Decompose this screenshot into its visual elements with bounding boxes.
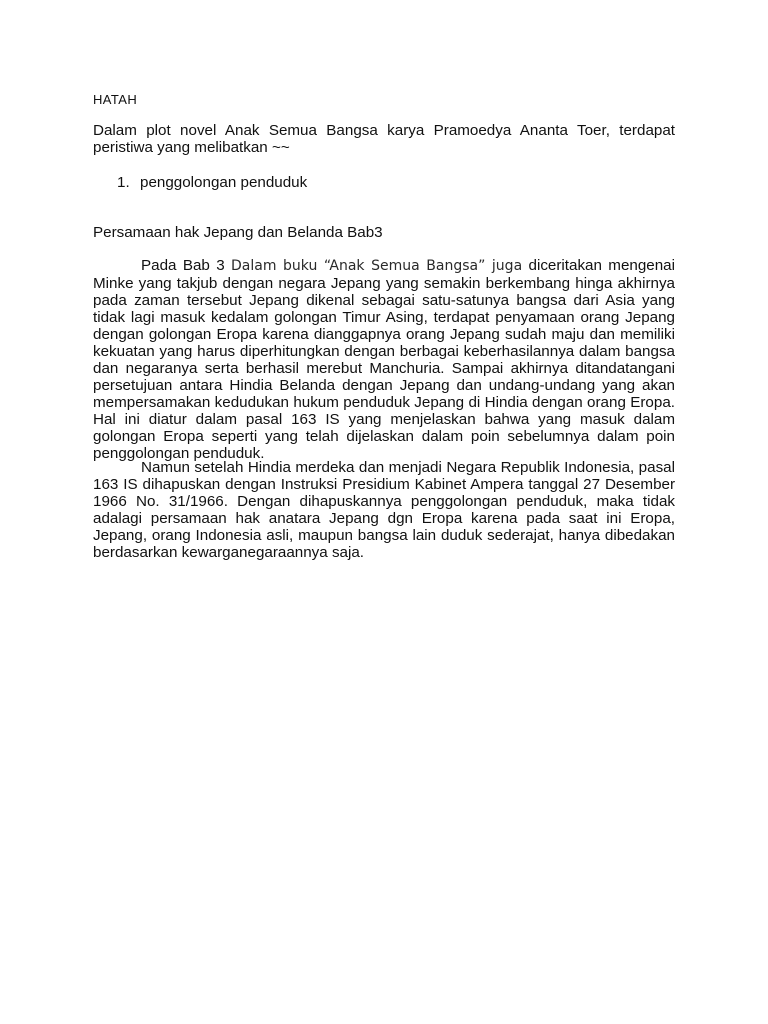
- paragraph-2-body: tanggal 27 Desember 1966 No. 31/1966. Dengan dihapuskannya penggolongan penduduk, maka tidak adalagi persamaan hak anatara Jepang dgn Eropa karena pada saat ini Eropa, Jepang, orang Indonesia asli, maupun bangsa lain duduk sederajat, hanya dibedakan berdasarkan kewarganegaraannya saja.: [93, 476, 676, 561]
- numbered-list: [117, 174, 307, 191]
- body-paragraph-2: [93, 459, 675, 561]
- list-item: [117, 174, 307, 191]
- paragraph-1-lead: Pada Bab 3: [141, 257, 231, 274]
- list-item-text: penggolongan penduduk: [140, 174, 308, 191]
- paragraph-1-quoted-phrase: Dalam buku “Anak Semua Bangsa” juga: [231, 258, 523, 274]
- body-paragraph-1: [93, 257, 675, 462]
- section-title: Persamaan hak Jepang dan Belanda Bab3: [93, 224, 383, 241]
- paragraph-2-lead: Namun setelah Hindia merdeka dan menjadi Negara Republik Indonesia, pasal 163 IS dihapuskan dengan: [93, 459, 675, 493]
- paragraph-1-body: diceritakan mengenai Minke yang takjub dengan negara Jepang yang semakin berkembang hinga akhirnya pada zaman tersebut Jepang dikenal sebagai satu-satunya bangsa dari Asia yang tidak lagi masuk kedalam golongan Timur Asing, terdapat penyamaan orang Jepang dengan golongan Eropa karena dianggapnya orang Jepang sudah maju dan memiliki kekuatan yang harus diperhitungkan dengan berbagai keberhasilannya dalam bangsa dan negaranya serta berhasil merebut Manchuria. Sampai akhirnya ditandatangani persetujuan antara Hindia Belanda dengan Jepang dan undang-undang yang akan mempersamakan kedudukan hukum penduduk Jepang di Hindia dengan orang Eropa. Hal ini diatur dalam pasal 163 IS yang menjelaskan bahwa yang masuk dalam golongan Eropa seperti yang telah dijelaskan dalam poin sebelumnya dalam poin penggolongan penduduk.: [93, 257, 676, 462]
- list-item-number: 1.: [117, 174, 130, 191]
- paragraph-2-instruction-name: Instruksi Presidium Kabinet Ampera: [280, 476, 524, 493]
- intro-paragraph: Dalam plot novel Anak Semua Bangsa karya Pramoedya Ananta Toer, terdapat peristiwa yang melibatkan ~~: [93, 122, 675, 156]
- document-heading: HATAH: [93, 92, 138, 107]
